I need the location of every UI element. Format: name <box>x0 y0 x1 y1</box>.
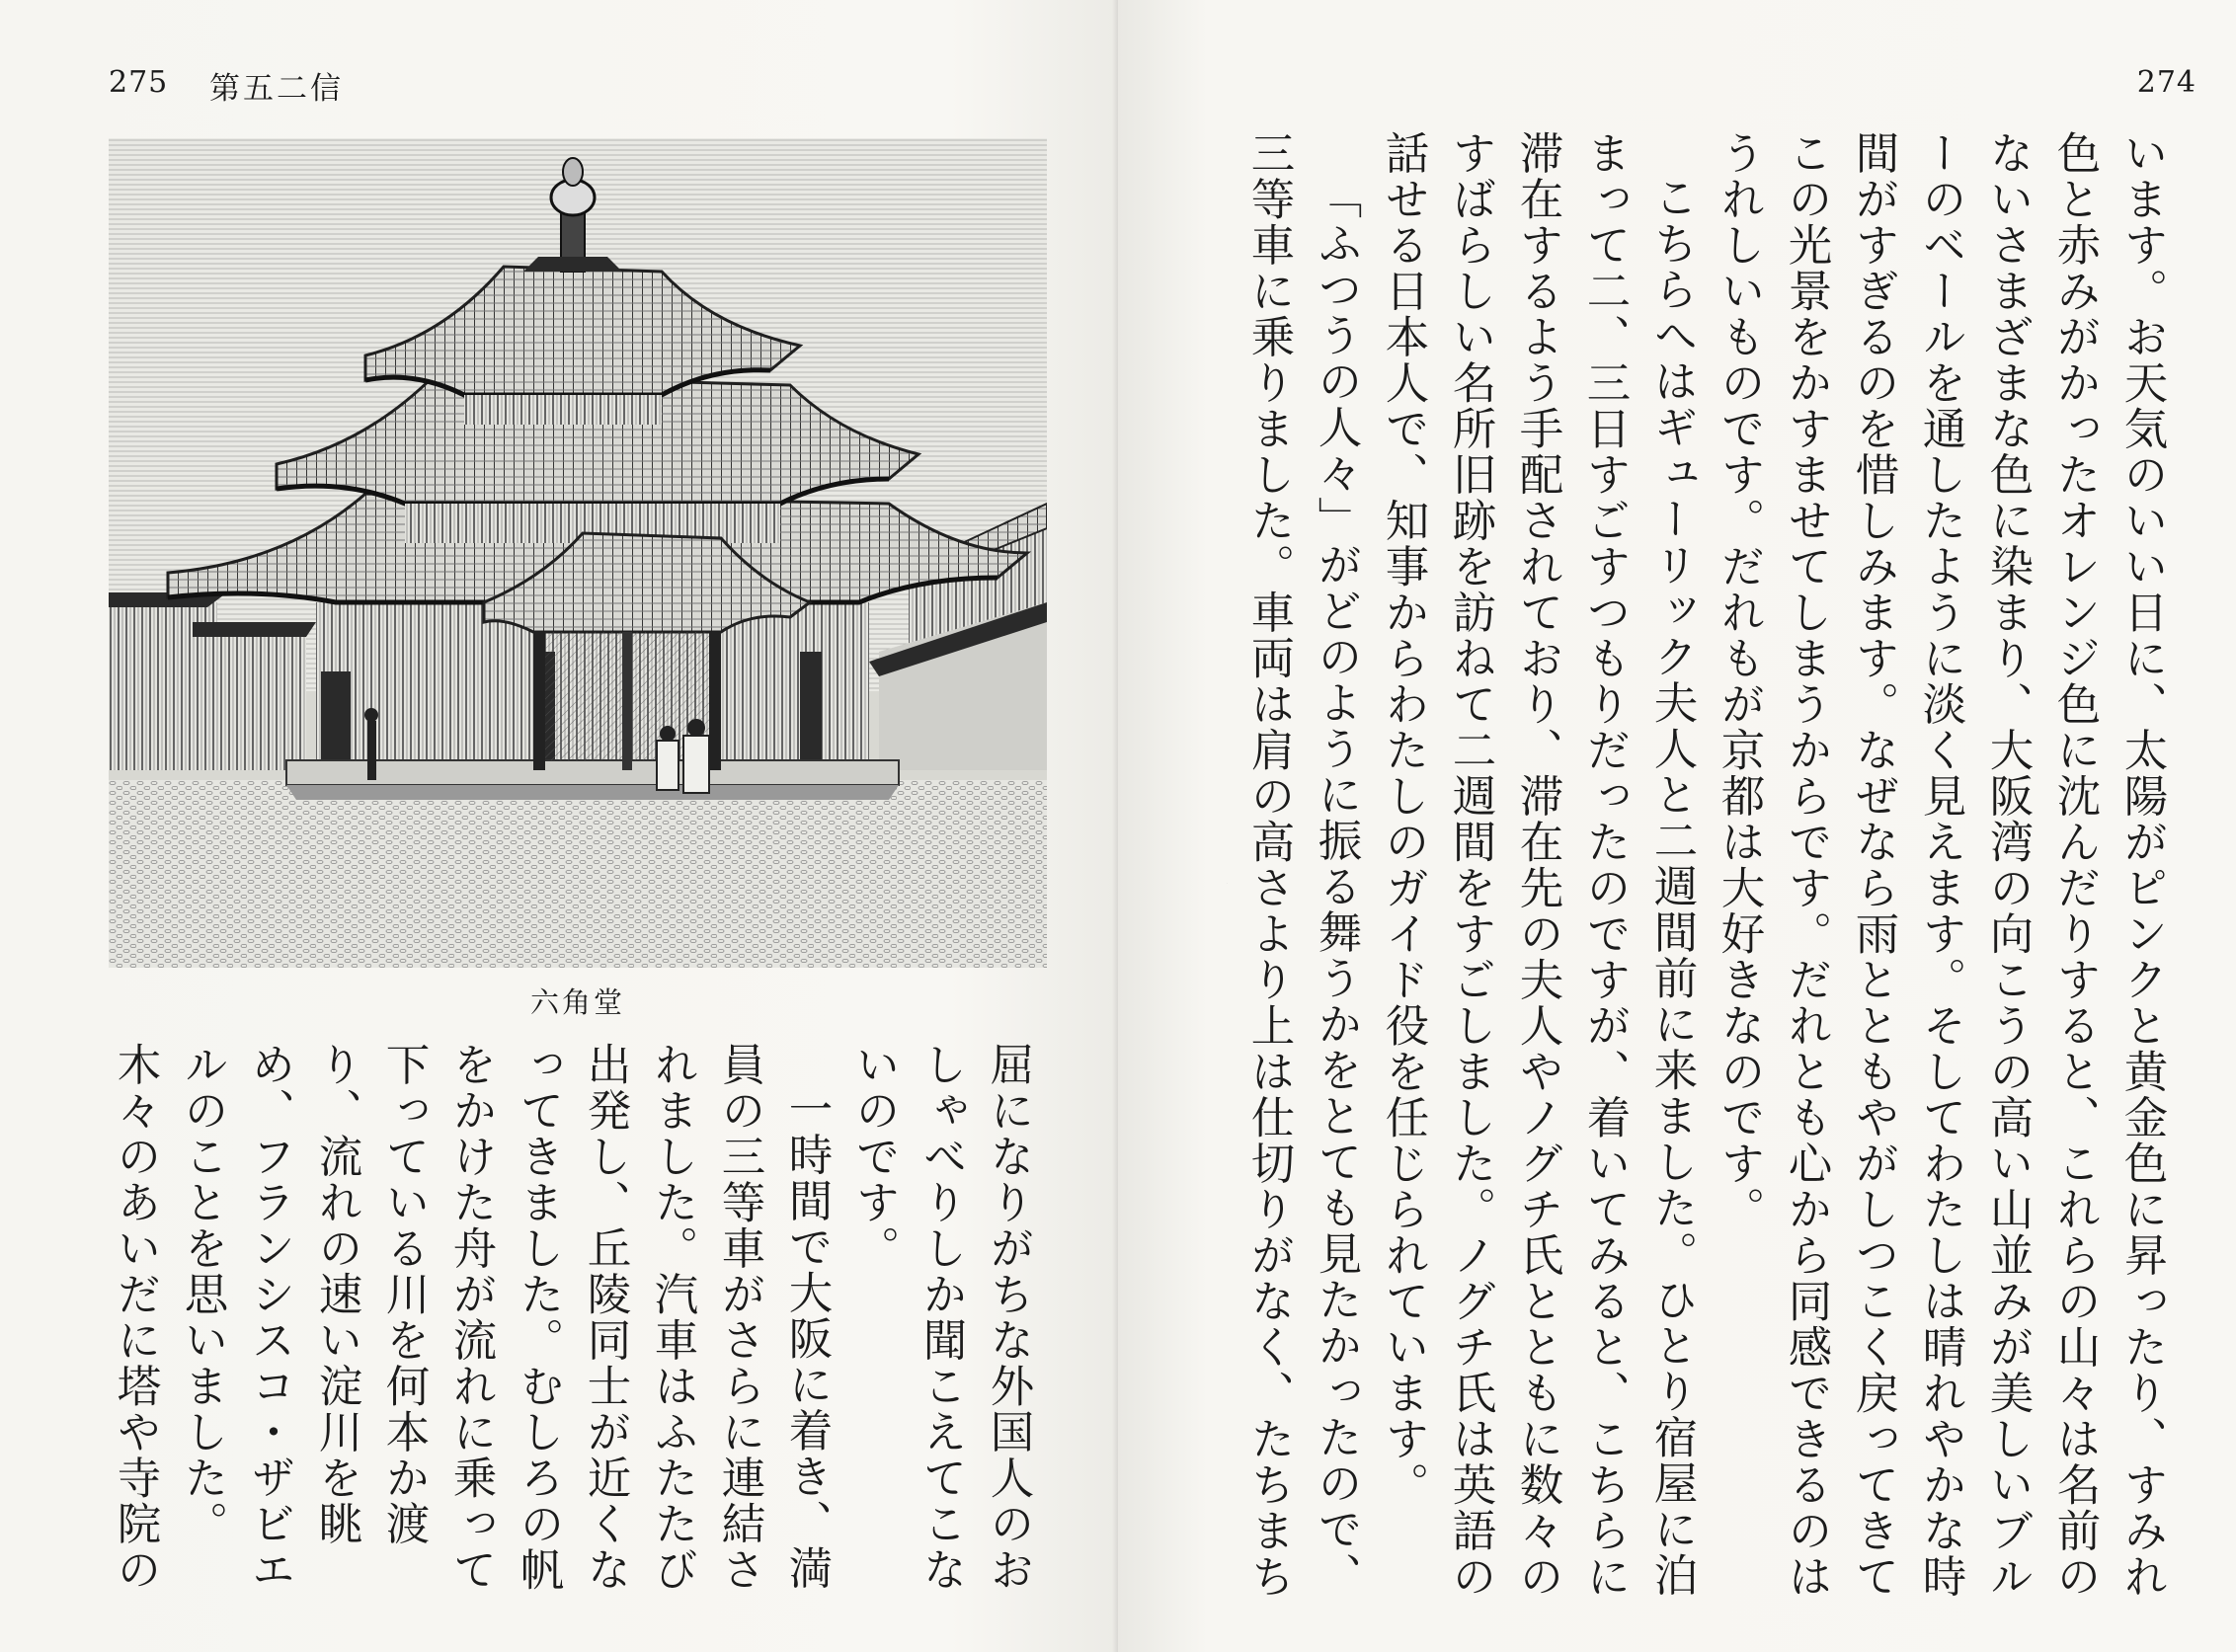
page-number-right: 274 <box>2136 65 2196 100</box>
right-paragraph-2: こちらへはギューリック夫人と二週間前に来ました。ひとり宿屋に泊まって二、三日すごすつもりだったのですが、着いてみると、こちらに滞在するよう手配されており、滞在先の夫人やノグチ氏とともに数々のすばらしい名所旧跡を訪ねて二週間をすごしました。ノグチ氏は英語の話せる日本人で、知事からわたしのガイド役を任じられています。 <box>1378 130 1697 1600</box>
right-paragraph-1: います。お天気のいい日に、太陽がピンクと黄金色に昇ったり、すみれ色と赤みがかったオレンジ色に沈んだりすると、これらの山々は名前のないさまざまな色に染まり、大阪湾の向こうの高い山並みが美しいブルーのベールを通したように淡く見えます。そしてわたしは晴れやかな時間がすぎるのを惜しみます。なぜなら雨とともやがしつこく戻ってきてこの光景をかすませてしまうからです。だれとも心から同感できるのはうれしいものです。だれもが京都は大好きなのです。 <box>1714 130 2167 1600</box>
rokkakudo-illustration-svg <box>109 138 1047 968</box>
right-page-body-text <box>1227 130 2175 1631</box>
page-number-left: 275 <box>109 65 169 100</box>
right-paragraph-3: 「ふつうの人々」がどのように振る舞うかをとても見たかったので、三等車に乗りました。車両は肩の高さより上は仕切りがなく、たちまち <box>1243 130 1361 1600</box>
left-paragraph-2: 一時間で大阪に着き、満員の三等車がさらに連結されました。汽車はふたたび出発し、丘陵同士が近くなってきました。むしろの帆をかけた舟が流れに乗って下っている川を何本か渡り、流れの速い淀川を眺め、フランシスコ・ザビエルのことを思いました。木々のあいだに塔や寺院の <box>110 1042 832 1593</box>
right-page <box>1118 0 2236 1652</box>
running-head: 第五二信 <box>209 71 344 107</box>
left-page-body-text <box>93 1042 1041 1624</box>
figure-caption: 六角堂 <box>529 985 625 1019</box>
left-paragraph-1: 屈になりがちな外国人のおしゃべりしか聞こえてこないのです。 <box>848 1042 1033 1593</box>
rokkakudo-illustration <box>109 138 1047 968</box>
